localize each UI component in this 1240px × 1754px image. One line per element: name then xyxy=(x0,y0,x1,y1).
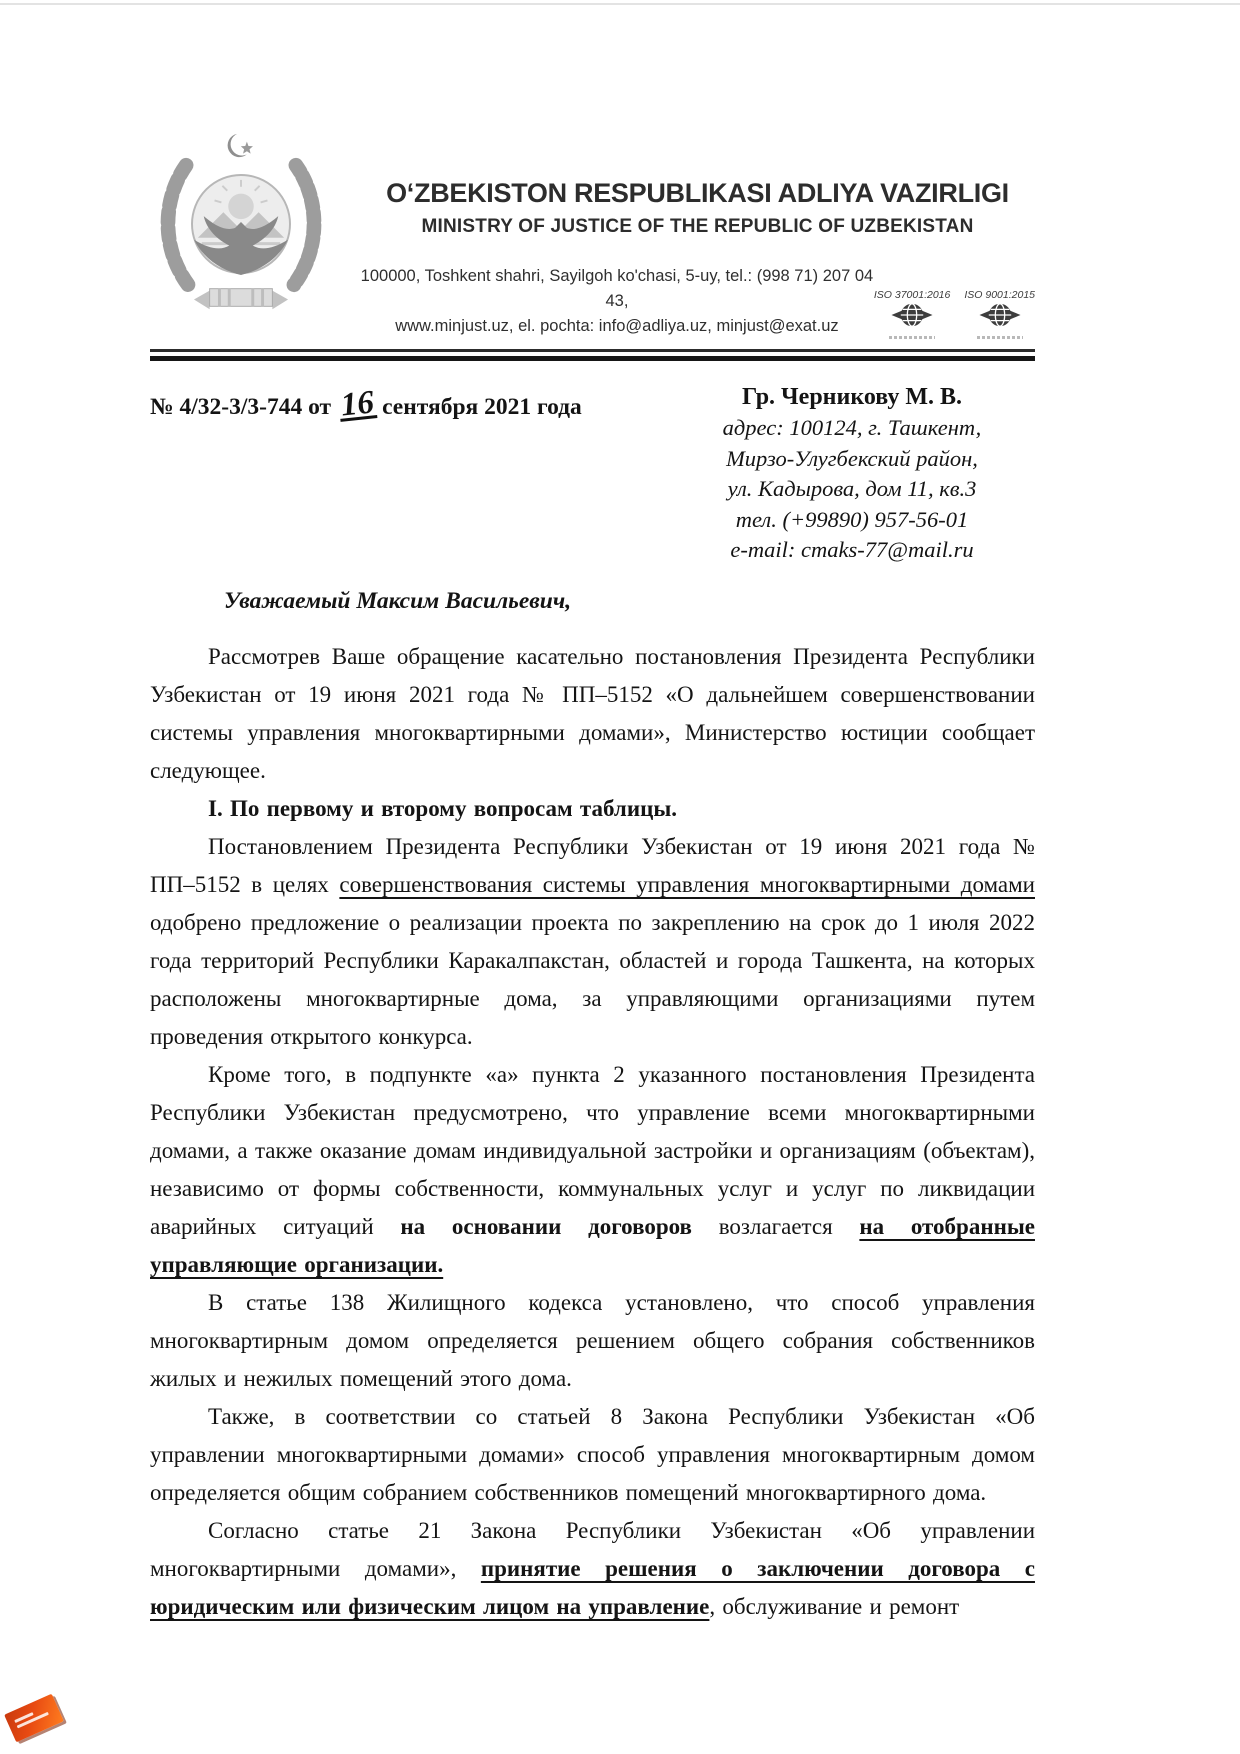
reference-recipient-row xyxy=(150,381,1022,566)
orange-corner-sticker xyxy=(4,1694,64,1743)
recipient-email-line: e-mail: cmaks-77@mail.ru xyxy=(730,537,974,562)
handwritten-date: 16 xyxy=(339,384,376,424)
recipient-phone-line: тел. (+99890) 957-56-01 xyxy=(735,506,969,532)
text-segment: на основании договоров xyxy=(400,1213,692,1239)
address-line-2: www.minjust.uz, el. pochta: info@adliya.uz, minjust@exat.uz xyxy=(395,317,839,335)
iso-badges xyxy=(874,289,1035,339)
iso-badge-9001 xyxy=(964,289,1035,339)
text-segment: , обслуживание и ремонт xyxy=(709,1593,960,1619)
body-paragraphs xyxy=(150,638,1035,1626)
uzbekistan-coat-of-arms-icon xyxy=(150,126,332,322)
iso-badge-37001 xyxy=(874,289,950,339)
ministry-subtitle: MINISTRY OF JUSTICE OF THE REPUBLIC OF UZBEKISTAN xyxy=(421,216,974,237)
body-paragraph xyxy=(150,1512,1035,1626)
body-paragraph xyxy=(150,1056,1035,1284)
body-paragraph xyxy=(150,828,1035,1056)
text-segment: на отобранные управляющие организации. xyxy=(150,1213,1035,1277)
text-segment: Постановлением Президента Республики Узбекистан от 19 июня 2021 года № ПП–5152 в целях xyxy=(150,833,1035,897)
text-segment: I. По первому и второму вопросам таблицы. xyxy=(208,795,678,821)
salutation: Уважаемый Максим Васильевич, xyxy=(224,587,572,614)
letterhead-address-row xyxy=(360,264,1035,339)
reference-number xyxy=(150,381,582,566)
body-paragraph xyxy=(150,1398,1035,1512)
recipient-address-line: адрес: 100124, г. Ташкент, xyxy=(722,415,982,440)
text-segment: Согласно статье 21 Закона Республики Узбекистан «Об управлении многоквартирными домами», xyxy=(150,1517,1035,1581)
letterhead-divider-rule xyxy=(150,349,1035,361)
text-segment: одобрено предложение о реализации проекта по закреплению на срок до 1 июля 2022 года территорий Республики Каракалпакстан, областей и города Ташкента, на которых расположены многоквартирные дома, за управляющими организациями путем проведения открытого конкурса. xyxy=(150,909,1035,1049)
recipient-name: Гр. Черникову М. В. xyxy=(741,384,963,410)
letterhead-text xyxy=(360,126,1035,339)
iso-badge-caption xyxy=(977,336,1023,339)
recipient-block xyxy=(682,381,1022,566)
ministry-address xyxy=(360,264,874,339)
text-segment: Рассмотрев Ваше обращение касательно постановления Президента Республики Узбекистан от 19 июня 2021 года № ПП–5152 «О дальнейшем совершенствовании системы управления многоквартирными домами», Министерство юстиции сообщает следующее. xyxy=(150,643,1035,783)
scan-edge-artifact xyxy=(0,3,1240,5)
section-heading xyxy=(150,790,1035,828)
body-paragraph xyxy=(150,1284,1035,1398)
body-paragraph xyxy=(150,638,1035,790)
text-segment: Кроме того, в подпункте «а» пункта 2 указанного постановления Президента Республики Узбекистан предусмотрено, что управление всеми многоквартирными домами, а также оказание домам индивидуальной застройки и организациям (объектам), независимо от формы собственности, коммунальных услуг и услуг по ликвидации аварийных ситуаций xyxy=(150,1061,1035,1239)
iso-badge-caption xyxy=(889,336,935,339)
letterhead xyxy=(150,126,1035,339)
globe-cert-icon xyxy=(889,316,935,333)
iso-badge-label: ISO 37001:2016 xyxy=(873,289,951,301)
text-segment: совершенствования системы управления многоквартирными домами xyxy=(339,871,1035,897)
text-segment: возлагается xyxy=(691,1213,860,1239)
iso-badge-label: ISO 9001:2015 xyxy=(964,289,1035,301)
globe-cert-icon xyxy=(977,316,1023,333)
ministry-title: O‘ZBEKISTON RESPUBLIKASI ADLIYA VAZIRLIGI xyxy=(386,178,1009,208)
recipient-address-line: Мирзо-Улугбекский район, xyxy=(726,445,978,471)
recipient-address-line: ул. Кадырова, дом 11, кв.3 xyxy=(727,476,977,501)
reference-suffix: сентября 2021 года xyxy=(382,394,582,420)
text-segment: Также, в соответствии со статьей 8 Закона Республики Узбекистан «Об управлении многоквартирными домами» способ управления многоквартирным домом определяется общим собранием собственников помещений многоквартирного дома. xyxy=(150,1403,1035,1505)
reference-prefix: № 4/32-3/3-744 от xyxy=(150,394,332,420)
text-segment: принятие решения о заключении договора с юридическим или физическим лицом на управление xyxy=(150,1555,1035,1619)
address-line-1: 100000, Toshkent shahri, Sayilgoh ko'chasi, 5-uy, tel.: (998 71) 207 04 43, xyxy=(360,267,874,310)
text-segment: В статье 138 Жилищного кодекса установлено, что способ управления многоквартирным домом определяется решением общего собрания собственников жилых и нежилых помещений этого дома. xyxy=(150,1289,1035,1391)
